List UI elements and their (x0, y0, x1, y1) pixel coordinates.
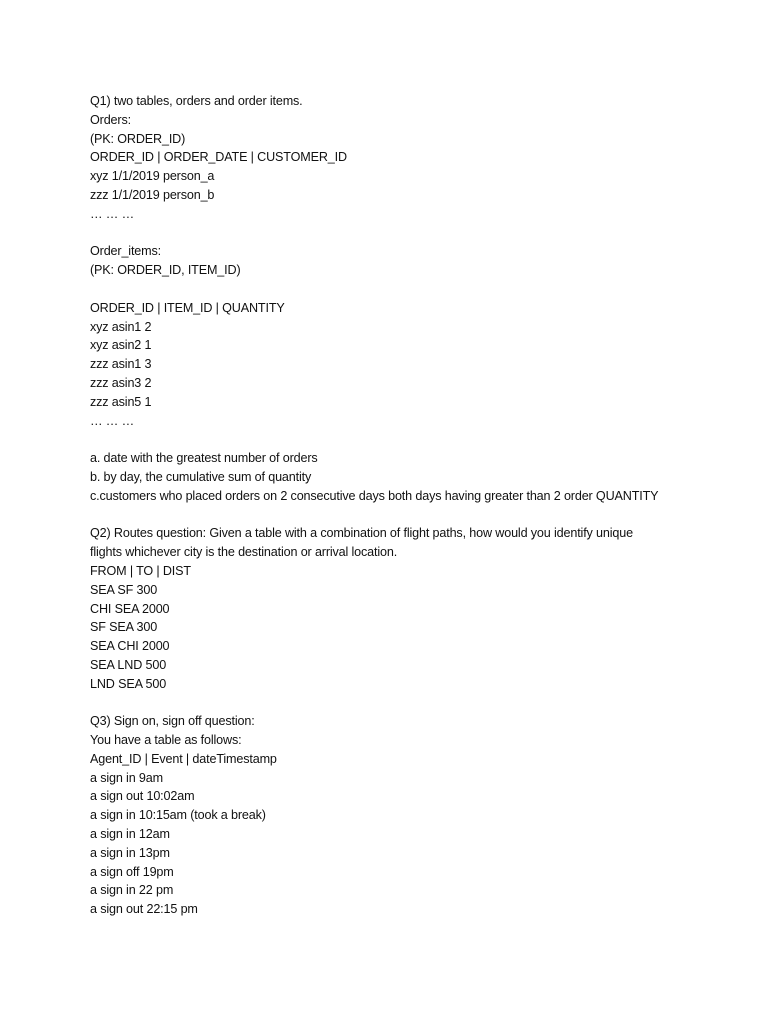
q2-heading: Q2) Routes question: Given a table with a combination of flight paths, how would you identify unique (90, 526, 633, 541)
items-row: zzz asin5 1 (90, 394, 152, 409)
items-header: ORDER_ID | ITEM_ID | QUANTITY (90, 300, 285, 315)
spacer (90, 280, 730, 299)
q3-intro: You have a table as follows: (90, 733, 242, 748)
items-pk: (PK: ORDER_ID, ITEM_ID) (90, 263, 241, 278)
agents-row: a sign in 10:15am (took a break) (90, 808, 266, 823)
routes-row: LND SEA 500 (90, 676, 167, 691)
document-page (90, 92, 730, 919)
items-label: Order_items: (90, 244, 161, 259)
orders-label: Orders: (90, 112, 131, 127)
items-row: zzz asin1 3 (90, 357, 152, 372)
orders-row: … … … (90, 206, 135, 221)
orders-pk: (PK: ORDER_ID) (90, 131, 186, 146)
spacer (90, 694, 730, 713)
orders-header: ORDER_ID | ORDER_DATE | CUSTOMER_ID (90, 150, 347, 165)
agents-row: a sign in 22 pm (90, 883, 174, 898)
agents-row: a sign out 10:02am (90, 789, 195, 804)
agents-row: a sign in 12am (90, 827, 170, 842)
routes-row: SEA LND 500 (90, 657, 167, 672)
spacer (90, 506, 730, 525)
routes-row: CHI SEA 2000 (90, 601, 170, 616)
items-row: … … … (90, 413, 135, 428)
orders-row: zzz 1/1/2019 person_b (90, 187, 215, 202)
q1-task: b. by day, the cumulative sum of quantity (90, 469, 312, 484)
q3-heading: Q3) Sign on, sign off question: (90, 714, 255, 729)
agents-row: a sign off 19pm (90, 864, 174, 879)
routes-row: SF SEA 300 (90, 620, 158, 635)
agents-row: a sign in 9am (90, 770, 163, 785)
items-row: zzz asin3 2 (90, 375, 152, 390)
q2-heading-cont: flights whichever city is the destination or arrival location. (90, 545, 398, 560)
agents-row: a sign out 22:15 pm (90, 902, 198, 917)
routes-row: SEA SF 300 (90, 582, 158, 597)
spacer (90, 224, 730, 243)
agents-row: a sign in 13pm (90, 845, 170, 860)
agents-header: Agent_ID | Event | dateTimestamp (90, 751, 277, 766)
spacer (90, 430, 730, 449)
routes-header: FROM | TO | DIST (90, 563, 191, 578)
orders-row: xyz 1/1/2019 person_a (90, 169, 215, 184)
q1-task: a. date with the greatest number of orders (90, 451, 318, 466)
routes-row: SEA CHI 2000 (90, 639, 170, 654)
q1-task: c.customers who placed orders on 2 consecutive days both days having greater than 2 order QUANTITY (90, 488, 659, 503)
q1-heading: Q1) two tables, orders and order items. (90, 94, 303, 108)
items-row: xyz asin1 2 (90, 319, 152, 334)
items-row: xyz asin2 1 (90, 338, 152, 353)
